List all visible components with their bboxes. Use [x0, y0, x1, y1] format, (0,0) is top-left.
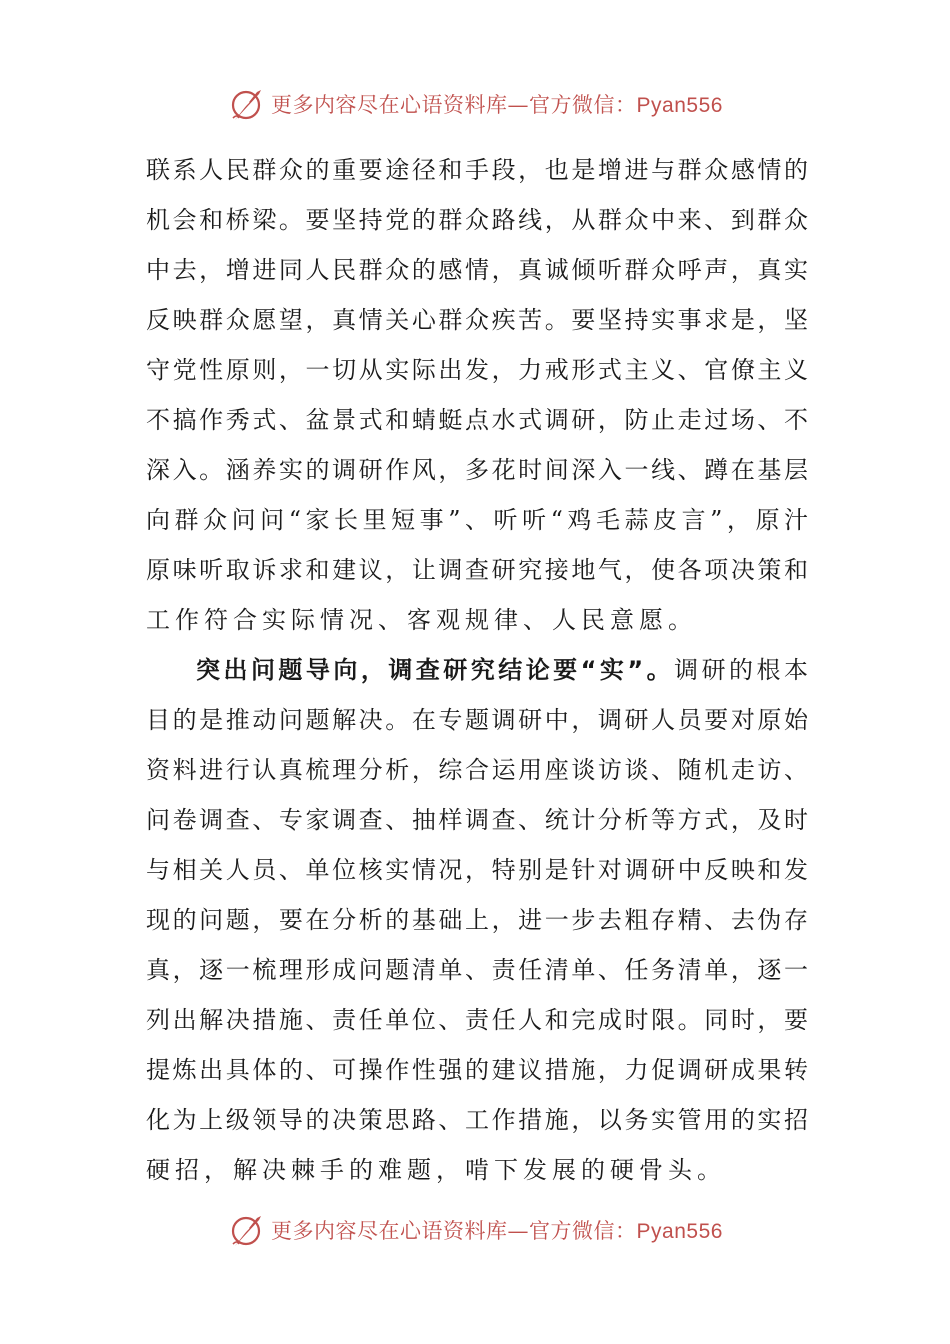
paragraph-2	[146, 645, 808, 1195]
document-body	[146, 145, 808, 1195]
text-line: 资料进行认真梳理分析，综合运用座谈访谈、随机走访、	[146, 756, 808, 784]
text-line: 问卷调查、专家调查、抽样调查、统计分析等方式，及时	[146, 806, 808, 834]
section-heading: 突出问题导向，调查研究结论要“实”。	[196, 656, 675, 684]
text-line: 化为上级领导的决策思路、工作措施，以务实管用的实招	[146, 1106, 808, 1134]
text-line: 向群众问问“家长里短事”、听听“鸡毛蒜皮言”，原汁	[146, 506, 808, 534]
paragraph-1	[146, 145, 808, 645]
text-line: 列出解决措施、责任单位、责任人和完成时限。同时，要	[146, 1006, 808, 1034]
quill-pen-circle-icon	[227, 1210, 267, 1250]
text-line: 中去，增进同人民群众的感情，真诚倾听群众呼声，真实	[146, 256, 808, 284]
text-line: 目的是推动问题解决。在专题调研中，调研人员要对原始	[146, 706, 808, 734]
text-line: 真，逐一梳理形成问题清单、责任清单、任务清单，逐一	[146, 956, 808, 984]
watermark-text: 更多内容尽在心语资料库—官方微信：Pyan556	[271, 1219, 723, 1243]
quill-pen-circle-icon	[227, 84, 267, 124]
footer-watermark	[0, 1208, 950, 1252]
text-line: 守党性原则，一切从实际出发，力戒形式主义、官僚主义	[146, 356, 808, 384]
text-line: 工作符合实际情况、客观规律、人民意愿。	[146, 606, 697, 634]
text-line: 硬招，解决棘手的难题，啃下发展的硬骨头。	[146, 1156, 726, 1184]
text-line-first	[146, 645, 808, 695]
text-line: 机会和桥梁。要坚持党的群众路线，从群众中来、到群众	[146, 206, 808, 234]
text-line: 深入。涵养实的调研作风，多花时间深入一线、蹲在基层	[146, 456, 808, 484]
text-line: 不搞作秀式、盆景式和蜻蜓点水式调研，防止走过场、不	[146, 406, 808, 434]
text-line: 联系人民群众的重要途径和手段，也是增进与群众感情的	[146, 156, 808, 184]
text-run: 调研的根本	[674, 656, 809, 684]
text-line: 反映群众愿望，真情关心群众疾苦。要坚持实事求是，坚	[146, 306, 808, 334]
text-line: 原味听取诉求和建议，让调查研究接地气，使各项决策和	[146, 556, 808, 584]
watermark-text: 更多内容尽在心语资料库—官方微信：Pyan556	[271, 93, 723, 117]
text-line: 提炼出具体的、可操作性强的建议措施，力促调研成果转	[146, 1056, 808, 1084]
header-watermark	[0, 82, 950, 126]
text-line: 现的问题，要在分析的基础上，进一步去粗存精、去伪存	[146, 906, 808, 934]
text-line: 与相关人员、单位核实情况，特别是针对调研中反映和发	[146, 856, 808, 884]
